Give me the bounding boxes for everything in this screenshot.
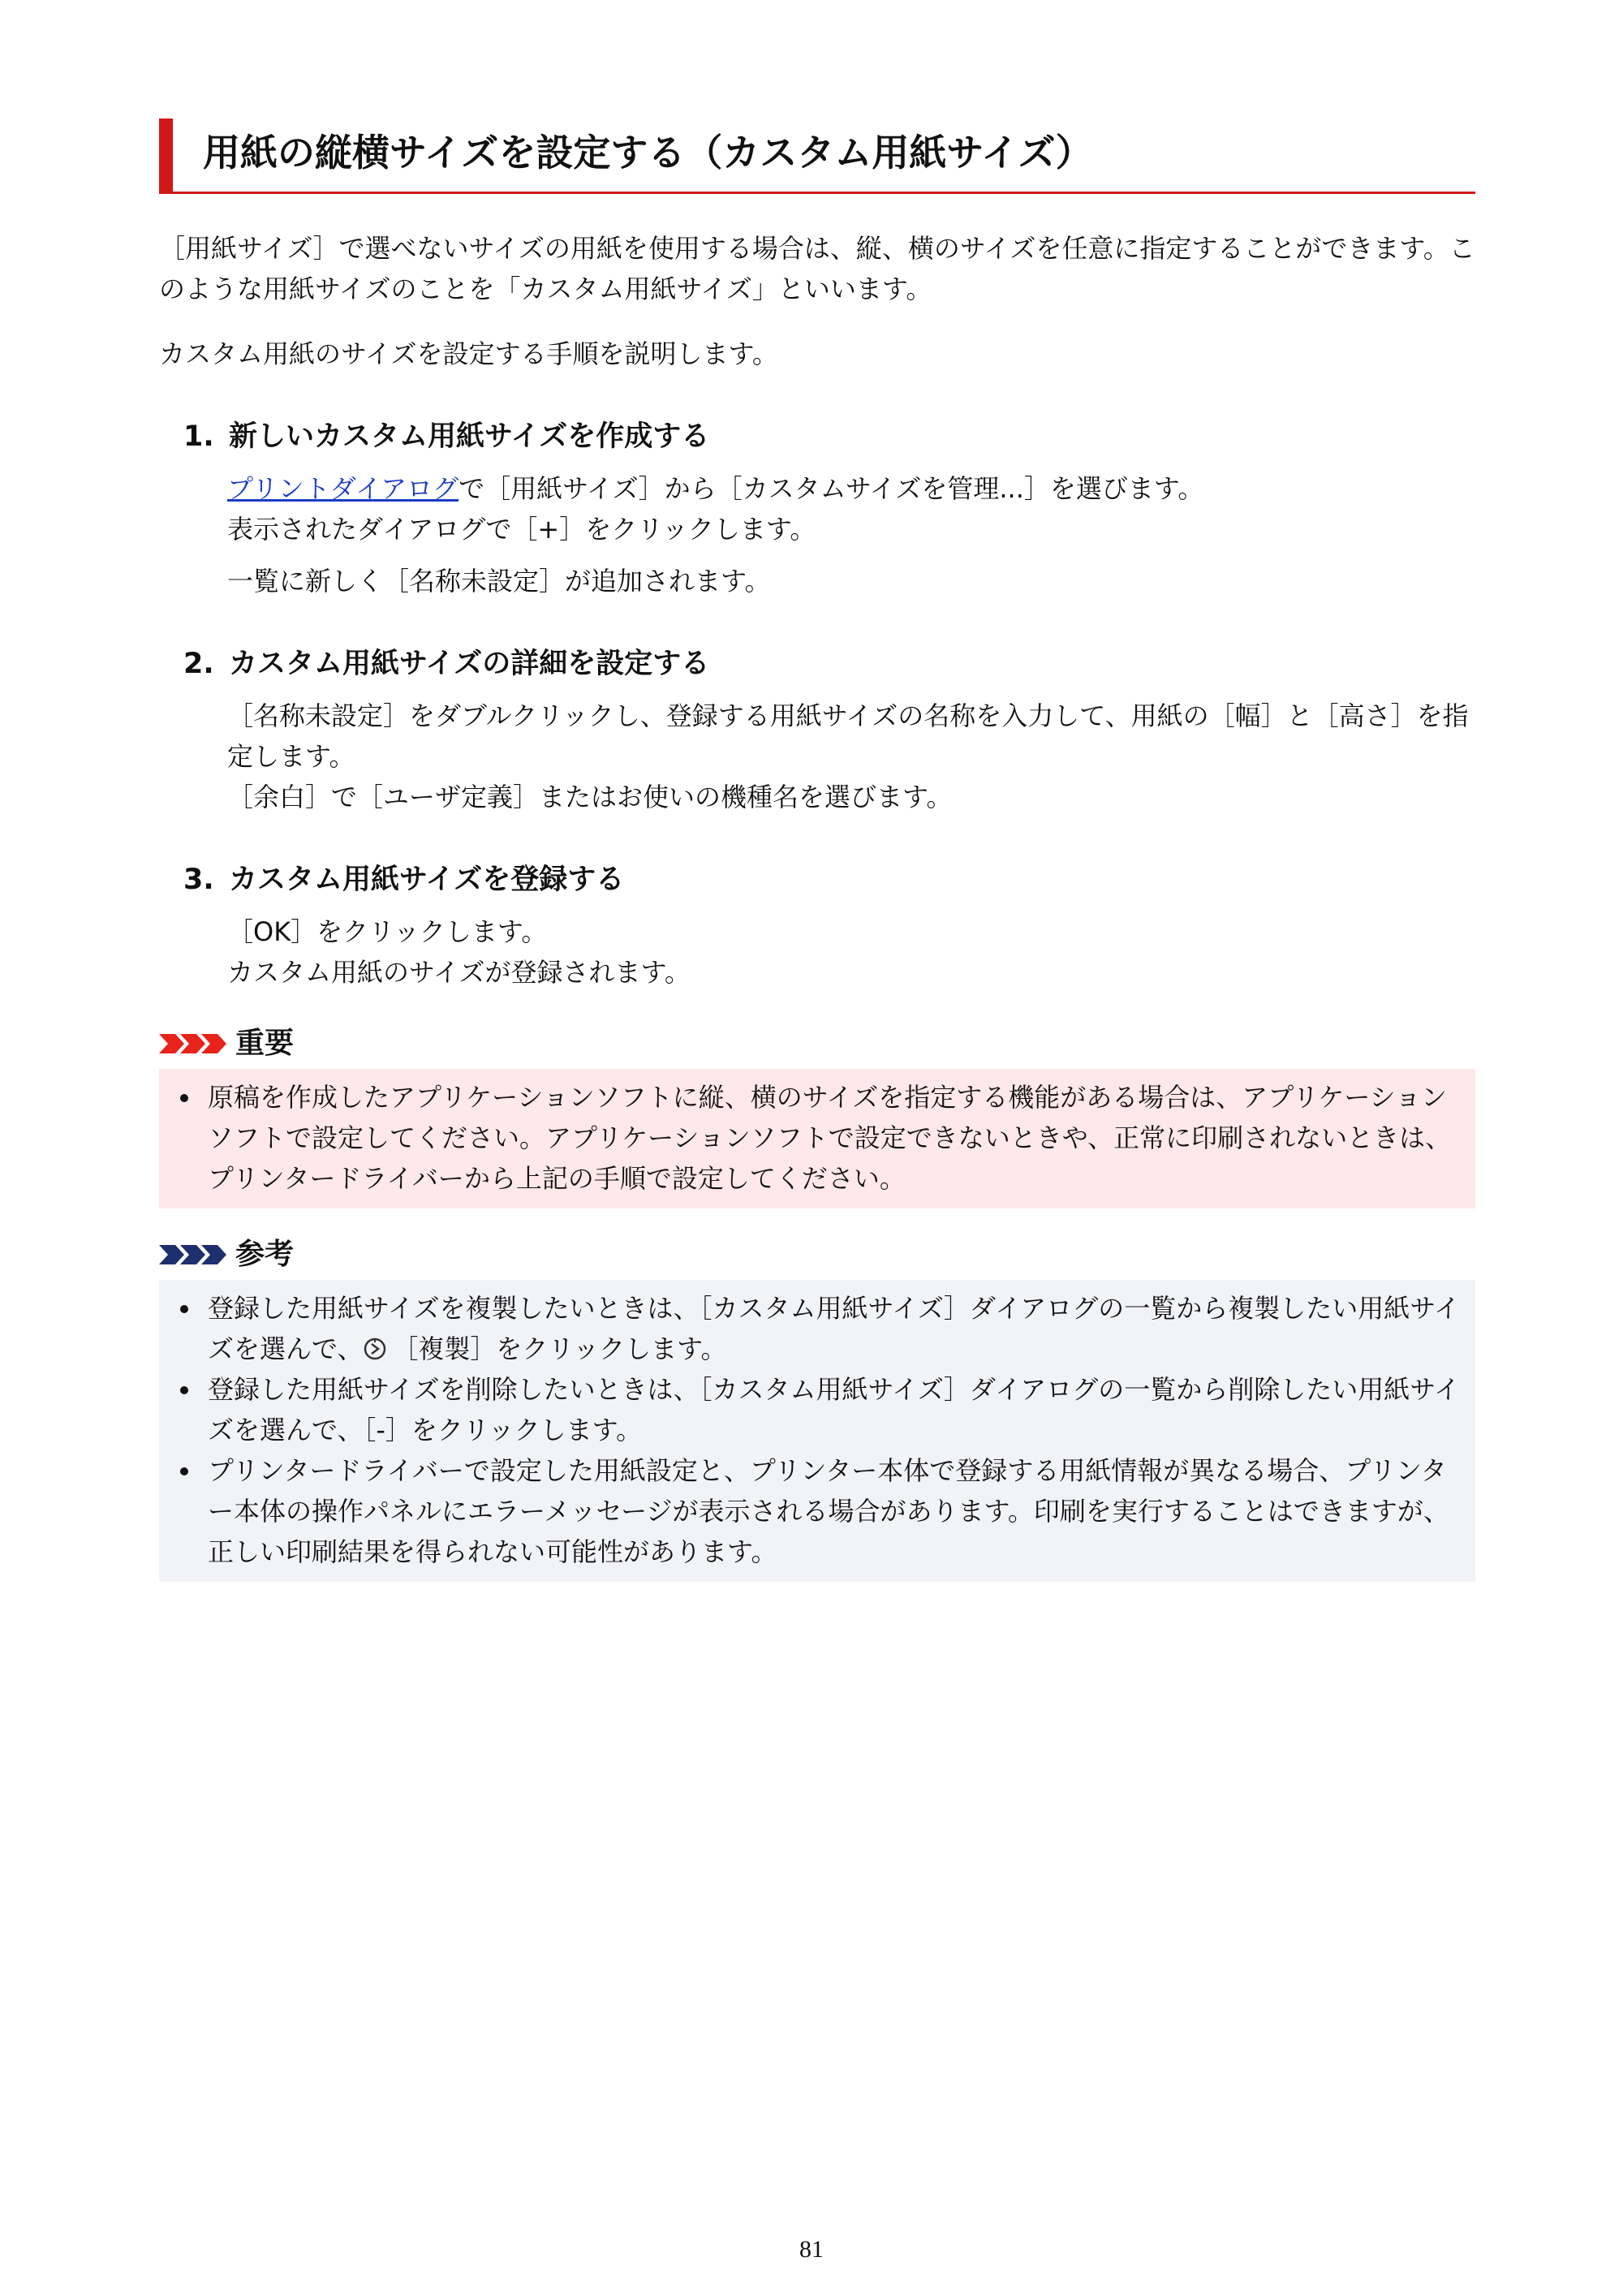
important-list [177, 1077, 1467, 1199]
list-item: 原稿を作成したアプリケーションソフトに縦、横のサイズを指定する機能がある場合は、アプリケーションソフトで設定してください。アプリケーションソフトで設定できないときや、正常に印刷されないときは、プリンタードライバーから上記の手順で設定してください。 [177, 1077, 1467, 1199]
step-number: 1. [183, 420, 214, 453]
list-item-text: ［複製］をクリックします。 [392, 1333, 727, 1364]
title-accent-bar [159, 118, 173, 194]
navy-chevron-icon [159, 1243, 229, 1267]
step-line: 表示されたダイアログで［+］をクリックします。 [227, 514, 816, 545]
page-number: 81 [799, 2236, 824, 2263]
step-line: ［OK］をクリックします。 [227, 916, 548, 947]
step-line-text: で［用紙サイズ］から［カスタムサイズを管理...］を選びます。 [458, 473, 1204, 504]
step-number: 3. [183, 864, 214, 896]
intro-paragraph: ［用紙サイズ］で選べないサイズの用紙を使用する場合は、縦、横のサイズを任意に指定することができます。このような用紙サイズのことを「カスタム用紙サイズ」といいます。 [159, 233, 1475, 304]
step-line: ［名称未設定］をダブルクリックし、登録する用紙サイズの名称を入力して、用紙の［幅］と［高さ］を指定します。 [227, 700, 1469, 772]
reference-label: 参考 [235, 1238, 295, 1271]
intro-summary: カスタム用紙のサイズを設定する手順を説明します。 [159, 338, 778, 369]
reference-heading [159, 1234, 1475, 1275]
reference-box [159, 1280, 1475, 1582]
step-3 [159, 858, 1475, 993]
reference-list [177, 1288, 1467, 1572]
step-body [227, 468, 1475, 601]
step-title: カスタム用紙サイズの詳細を設定する [229, 648, 710, 680]
list-item: 登録した用紙サイズを削除したいときは、［カスタム用紙サイズ］ダイアログの一覧から削除したい用紙サイズを選んで、［-］をクリックします。 [177, 1369, 1467, 1450]
duplicate-icon [363, 1337, 387, 1361]
step-body [227, 911, 1475, 993]
step-2 [159, 642, 1475, 817]
step-title: カスタム用紙サイズを登録する [229, 864, 625, 896]
important-box [159, 1069, 1475, 1208]
step-line [227, 468, 1475, 509]
important-heading [159, 1023, 1475, 1064]
step-line: ［余白］で［ユーザ定義］またはお使いの機種名を選びます。 [227, 782, 953, 812]
step-body [227, 696, 1475, 817]
step-heading [183, 415, 1475, 459]
important-label: 重要 [235, 1027, 295, 1060]
red-chevron-icon [159, 1032, 229, 1056]
step-result: 一覧に新しく［名称未設定］が追加されます。 [227, 566, 771, 597]
step-line: カスタム用紙のサイズが登録されます。 [227, 957, 691, 988]
title-section [159, 114, 1475, 194]
page-content [159, 114, 1475, 1582]
step-1 [159, 415, 1475, 601]
step-title: 新しいカスタム用紙サイズを作成する [229, 420, 710, 453]
step-heading [183, 858, 1475, 902]
list-item [177, 1288, 1467, 1369]
step-heading [183, 642, 1475, 686]
list-item-text: 登録した用紙サイズを複製したいときは、［カスタム用紙サイズ］ダイアログの一覧から複製したい用紙サイズを選んで、 [208, 1293, 1461, 1364]
print-dialog-link[interactable]: プリントダイアログ [227, 473, 459, 504]
step-number: 2. [183, 648, 214, 680]
page-title: 用紙の縦横サイズを設定する（カスタム用紙サイズ） [203, 131, 1093, 174]
list-item: プリンタードライバーで設定した用紙設定と、プリンター本体で登録する用紙情報が異なる場合、プリンター本体の操作パネルにエラーメッセージが表示される場合があります。印刷を実行することはできますが、正しい印刷結果を得られない可能性があります。 [177, 1450, 1467, 1572]
